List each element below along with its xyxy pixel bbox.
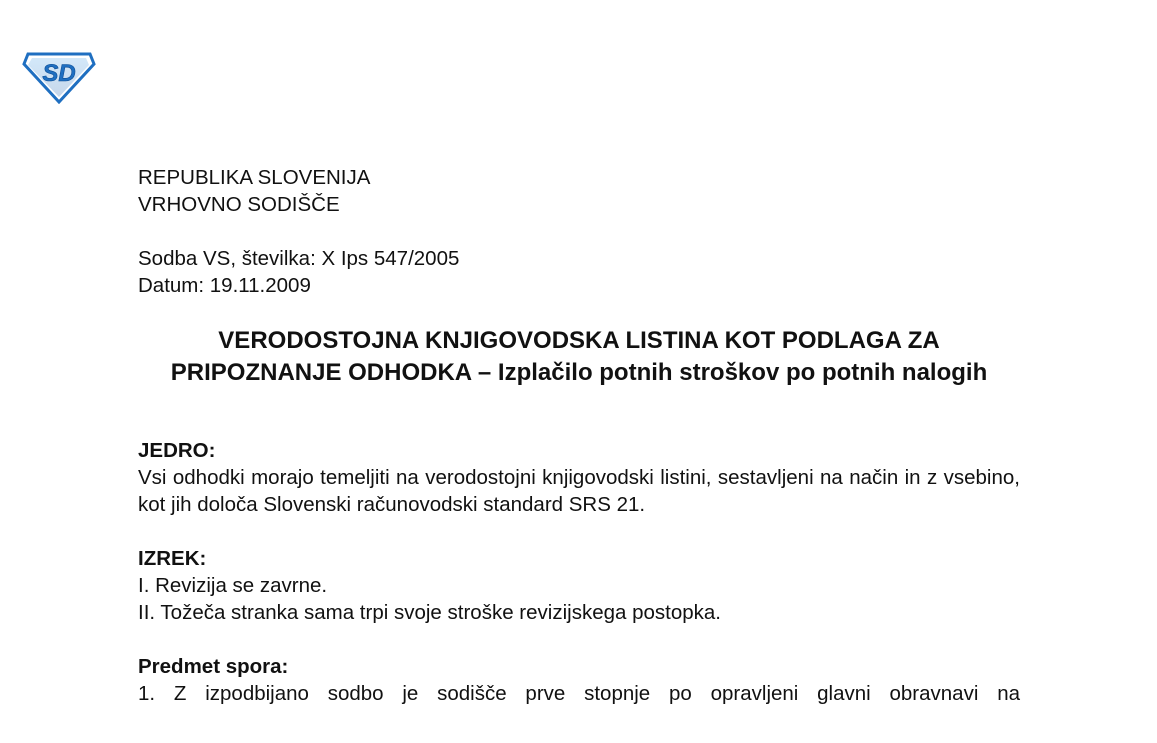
- court-name: VRHOVNO SODIŠČE: [138, 193, 340, 216]
- jedro-text: Vsi odhodki morajo temeljiti na verodostojni knjigovodski listini, sestavljeni na način in z vsebino, kot jih določa Slovenski računovodski standard SRS 21.: [138, 466, 1020, 516]
- jedro-heading: JEDRO:: [138, 439, 216, 462]
- izrek-item: I. Revizija se zavrne.: [138, 574, 328, 597]
- court-logo: [22, 48, 96, 104]
- predmet-text: 1. Z izpodbijano sodbo je sodišče prve stopnje po opravljeni glavni obravnavi na: [138, 682, 1020, 705]
- judgment-date: Datum: 19.11.2009: [138, 274, 311, 297]
- court-logo-icon: [22, 48, 96, 104]
- country-name: REPUBLIKA SLOVENIJA: [138, 166, 371, 189]
- document-title: VERODOSTOJNA KNJIGOVODSKA LISTINA KOT PODLAGA ZA PRIPOZNANJE ODHODKA – Izplačilo potnih stroškov po potnih nalogih: [170, 327, 988, 386]
- izrek-heading: IZREK:: [138, 547, 207, 570]
- predmet-heading: Predmet spora:: [138, 655, 289, 678]
- izrek-item: II. Tožeča stranka sama trpi svoje stroške revizijskega postopka.: [138, 601, 721, 624]
- document-page: [138, 164, 1020, 707]
- logo-text: SD: [42, 60, 76, 87]
- case-number: Sodba VS, številka: X Ips 547/2005: [138, 247, 460, 270]
